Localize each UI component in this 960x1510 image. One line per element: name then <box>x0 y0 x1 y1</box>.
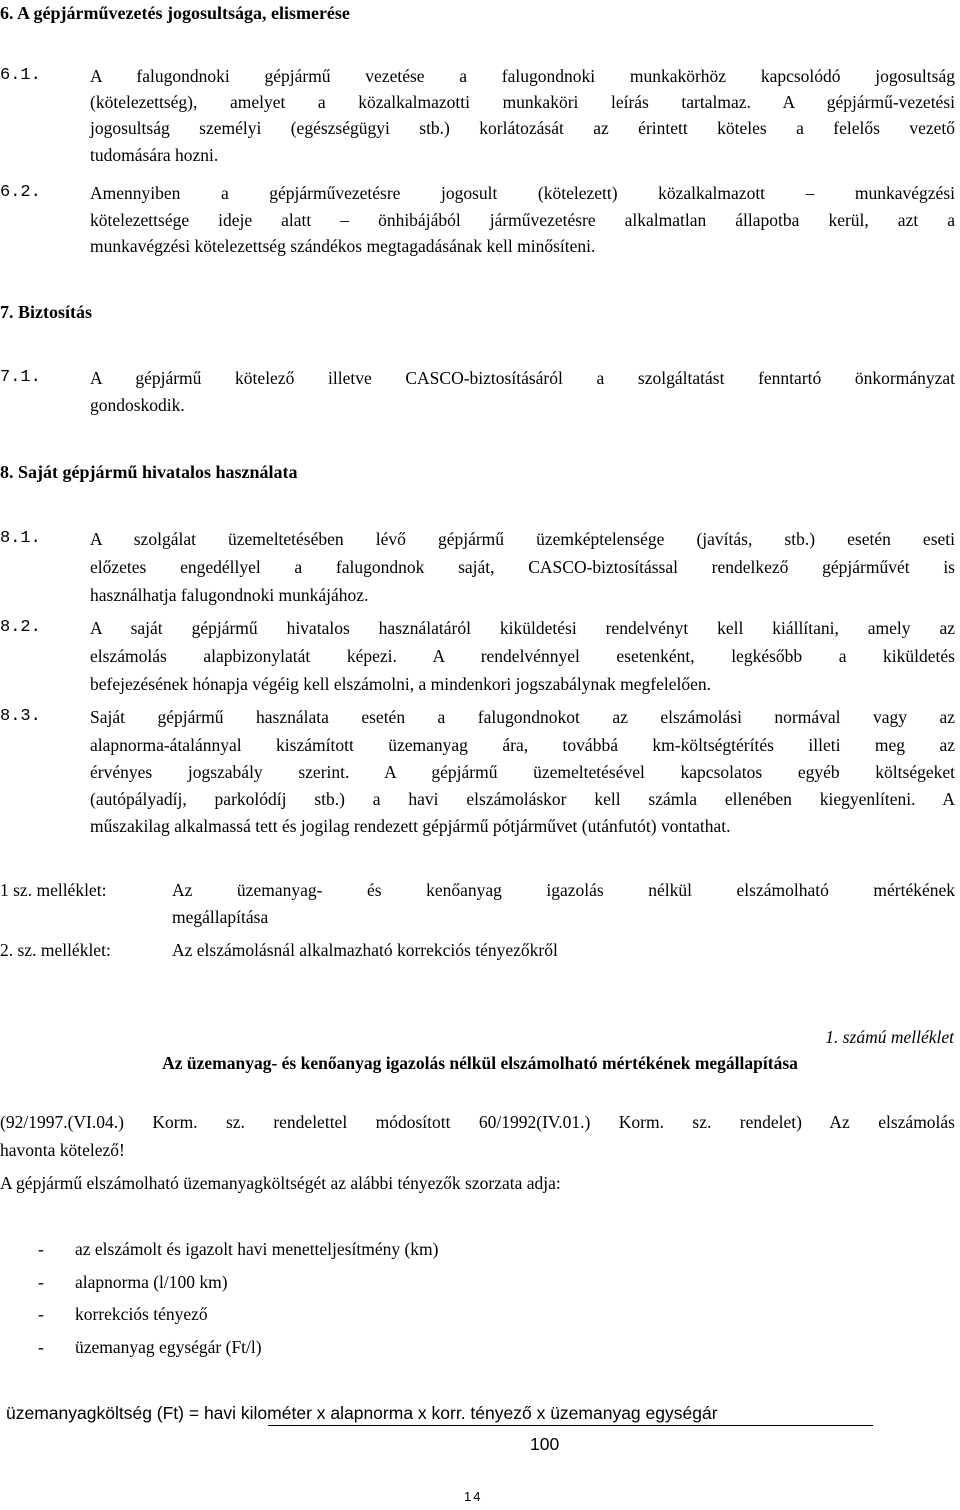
section-8-heading: 8. Saját gépjármű hivatalos használata <box>0 462 298 482</box>
para-6-1-line: jogosultság személyi (egészségügyi stb.) korlátozását az érintett köteles a felelős vezető <box>90 118 955 138</box>
para-6-2-line: Amennyiben a gépjárművezetésre jogosult (kötelezett) közalkalmazott – munkavégzési <box>90 183 955 203</box>
para-8-2-line: befejezésének hónapja végéig kell elszámolni, a mindenkori jogszabálynak megfelelően. <box>90 674 712 694</box>
list-item: az elszámolt és igazolt havi menetteljesítmény (km) <box>75 1239 439 1259</box>
list-item-dash: - <box>38 1239 44 1259</box>
list-item: üzemanyag egységár (Ft/l) <box>75 1337 262 1357</box>
formula-numerator: havi kilométer x alapnorma x korr. tényező x üzemanyag egységár <box>203 1403 718 1423</box>
para-8-2-line: elszámolás alapbizonylatát képezi. A rendelvénnyel esetenként, legkésőbb a kiküldetés <box>90 646 955 666</box>
formula-left: üzemanyagköltség (Ft) = <box>6 1403 204 1423</box>
para-8-1-line: használhatja falugondnoki munkájához. <box>90 585 369 605</box>
para-7-1-line: A gépjármű kötelező illetve CASCO-biztosításáról a szolgáltatást fenntartó önkormányzat <box>90 368 955 388</box>
list-item: alapnorma (l/100 km) <box>75 1272 228 1292</box>
annex-intro-line: havonta kötelező! <box>0 1140 125 1160</box>
page-number: 14 <box>464 1489 483 1504</box>
list-item: korrekciós tényező <box>75 1304 208 1324</box>
para-8-2-number: 8.2. <box>0 618 41 637</box>
para-6-1-line: tudomására hozni. <box>90 145 219 165</box>
annex-2-title: Az elszámolásnál alkalmazható korrekciós tényezőkről <box>172 940 558 960</box>
para-7-1-number: 7.1. <box>0 368 41 387</box>
para-6-2-number: 6.2. <box>0 183 41 202</box>
list-item-dash: - <box>38 1272 44 1292</box>
annex-2-label: 2. sz. melléklet: <box>0 940 111 960</box>
para-6-1-line: (kötelezettség), amelyet a közalkalmazotti munkaköri leírás tartalmaz. A gépjármű-vezetési <box>90 92 955 112</box>
formula-denominator: 100 <box>530 1434 560 1454</box>
para-6-1-number: 6.1. <box>0 66 41 85</box>
para-6-2-line: munkavégzési kötelezettség szándékos megtagadásának kell minősíteni. <box>90 236 596 256</box>
annex-1-title-line: megállapítása <box>172 907 269 927</box>
para-8-2-line: A saját gépjármű hivatalos használatáról kiküldetési rendelvényt kell kiállítani, amely az <box>90 618 955 638</box>
para-8-1-line: A szolgálat üzemeltetésében lévő gépjármű üzemképtelensége (javítás, stb.) esetén eseti <box>90 529 955 549</box>
para-8-3-line: alapnorma-átalánnyal kiszámított üzemanyag ára, továbbá km-költségtérítés illeti meg az <box>90 735 955 755</box>
annex-1-label: 1 sz. melléklet: <box>0 880 107 900</box>
annex-lead: A gépjármű elszámolható üzemanyagköltségét az alábbi tényezők szorzata adja: <box>0 1173 561 1193</box>
para-6-1-line: A falugondnoki gépjármű vezetése a falugondnoki munkakörhöz kapcsolódó jogosultság <box>90 66 955 86</box>
para-8-3-line: Saját gépjármű használata esetén a falugondnokot az elszámolási normával vagy az <box>90 707 955 727</box>
fraction-bar <box>268 1425 873 1426</box>
para-8-3-line: műszakilag alkalmassá tett és jogilag rendezett gépjármű pótjárművet (utánfutót) vontathat. <box>90 816 731 836</box>
para-8-3-line: (autópályadíj, parkolódíj stb.) a havi elszámoláskor kell számla ellenében kiegyenlíteni. A <box>90 789 955 809</box>
section-7-heading: 7. Biztosítás <box>0 302 92 322</box>
para-7-1-line: gondoskodik. <box>90 395 185 415</box>
annex-intro-line: (92/1997.(VI.04.) Korm. sz. rendelettel módosított 60/1992(IV.01.) Korm. sz. rendelet) Az elszámolás <box>0 1112 955 1132</box>
section-6-heading: 6. A gépjárművezetés jogosultsága, elismerése <box>0 3 350 23</box>
para-8-3-line: érvényes jogszabály szerint. A gépjármű üzemeltetésével kapcsolatos egyéb költségeket <box>90 762 955 782</box>
para-8-3-number: 8.3. <box>0 707 41 726</box>
para-8-1-number: 8.1. <box>0 529 41 548</box>
para-6-2-line: kötelezettsége ideje alatt – önhibájából járművezetésre alkalmatlan állapotba kerül, azt a <box>90 210 955 230</box>
annex-tag: 1. számú melléklet <box>825 1027 954 1047</box>
formula <box>6 1400 718 1426</box>
annex-1-title-line: Az üzemanyag- és kenőanyag igazolás nélkül elszámolható mértékének <box>172 880 955 900</box>
para-8-1-line: előzetes engedéllyel a falugondnok saját, CASCO-biztosítással rendelkező gépjárművét is <box>90 557 955 577</box>
list-item-dash: - <box>38 1337 44 1357</box>
annex-title: Az üzemanyag- és kenőanyag igazolás nélkül elszámolható mértékének megállapítása <box>162 1053 798 1073</box>
list-item-dash: - <box>38 1304 44 1324</box>
